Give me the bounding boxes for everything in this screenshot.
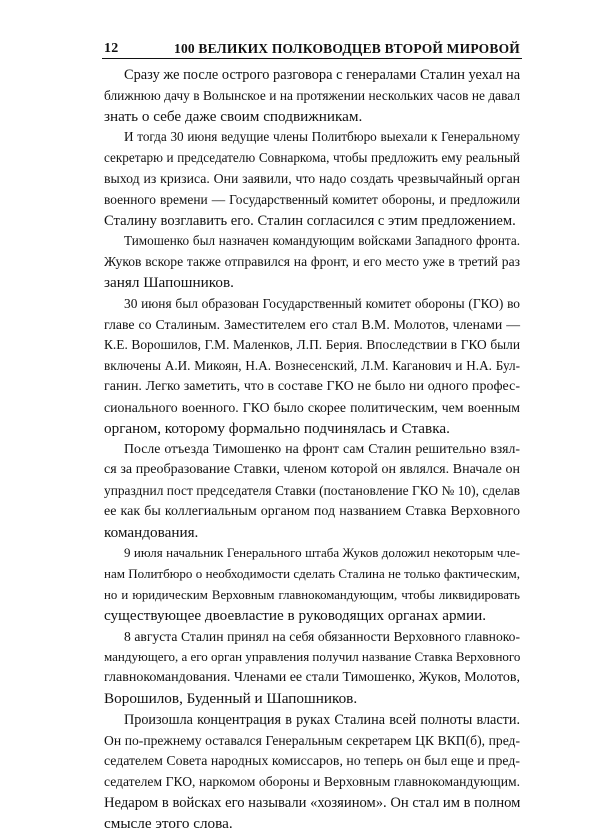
text-line: ганин. Легко заметить, что в составе ГКО не было ни одного профес- — [104, 378, 520, 394]
text-line: 9 июля начальник Генерального штаба Жуков доложил некоторым чле- — [124, 545, 520, 561]
text-line: После отъезда Тимошенко на фронт сам Сталин решительно взял- — [124, 441, 520, 457]
text-line: Произошла концентрация в руках Сталина всей полноты власти. — [124, 711, 520, 728]
text-line: ся за преобразование Ставки, членом которой он являлся. Вначале он — [104, 462, 520, 478]
text-line: Жуков вскоре также отправился на фронт, и его место уже в третий раз — [104, 254, 520, 270]
paragraph — [104, 231, 520, 293]
text-line: ее как бы коллегиальным органом под названием Ставка Верховного — [104, 503, 520, 519]
text-line: Он по-прежнему оставался Генеральным секретарем ЦК ВКП(б), пред- — [104, 732, 520, 748]
text-line: выход из кризиса. Они заявили, что надо создать чрезвычайный орган — [104, 170, 520, 186]
text-line: занял Шапошников. — [104, 273, 234, 291]
text-line: но и юридическим Верховным главнокомандующим, чтобы ликвидировать — [104, 587, 520, 602]
header-rule — [102, 58, 522, 59]
text-line: ближнюю дачу в Волынское и на протяжении нескольких часов не давал — [104, 87, 520, 103]
page-number: 12 — [104, 41, 119, 56]
paragraph — [104, 294, 520, 440]
body-text — [104, 65, 520, 834]
paragraph — [104, 65, 520, 127]
text-line: мандующего, а его орган управления получил название Ставка Верховного — [104, 649, 521, 665]
text-line: сионального военного. ГКО было скорее политическим, чем военным — [104, 399, 520, 415]
text-line: Сразу же после острого разговора с генералами Сталин уехал на — [124, 67, 521, 83]
text-line: включены А.И. Микоян, Н.А. Вознесенский, Л.М. Каганович и Н.А. Бул- — [104, 358, 520, 374]
text-line: упразднил пост председателя Ставки (постановление ГКО № 10), сделав — [104, 482, 520, 498]
text-line: знать о себе даже своим сподвижникам. — [104, 107, 363, 125]
text-line: 8 августа Сталин принял на себя обязанности Верховного главноко- — [124, 628, 520, 644]
text-line: И тогда 30 июня ведущие члены Политбюро выехали к Генеральному — [124, 129, 520, 145]
text-line: К.Е. Ворошилов, Г.М. Маленков, Л.П. Берия. Впоследствии в ГКО были — [104, 337, 520, 353]
running-title: 100 ВЕЛИКИХ ПОЛКОВОДЦЕВ ВТОРОЙ МИРОВОЙ — [174, 41, 520, 56]
text-line: военного времени — Государственный комитет обороны, и предложили — [104, 191, 520, 207]
text-line: нам Политбюро о необходимости сделать Сталина не только фактическим, — [104, 566, 520, 582]
paragraph — [104, 439, 520, 543]
text-line: Тимошенко был назначен командующим войсками Западного фронта. — [124, 233, 520, 249]
text-line: Ворошилов, Буденный и Шапошников. — [104, 689, 358, 707]
text-line: секретарю и председателю Совнаркома, чтобы предложить ему реальный — [104, 150, 520, 166]
text-line: органом, которому формально подчинялась и Ставка. — [104, 419, 450, 437]
text-line: седателем ГКО, наркомом обороны и Верховным главнокомандующим. — [104, 774, 520, 790]
paragraph — [104, 627, 520, 710]
text-line: 30 июня был образован Государственный комитет обороны (ГКО) во — [124, 295, 520, 311]
text-line: главе со Сталиным. Заместителем его стал В.М. Молотов, членами — — [104, 316, 520, 332]
paragraph — [104, 710, 520, 834]
paragraph — [104, 127, 520, 231]
text-line: Сталину возглавить его. Сталин согласился с этим предложением. — [104, 212, 516, 229]
text-line: смысле этого слова. — [104, 814, 233, 832]
paragraph — [104, 543, 520, 626]
text-line: главнокомандования. Членами ее стали Тимошенко, Жуков, Молотов, — [104, 670, 520, 686]
text-line: существующее двоевластие в руководящих органах армии. — [104, 606, 487, 624]
text-line: седателем Совета народных комиссаров, но теперь он был еще и пред- — [104, 753, 520, 769]
text-line: командования. — [104, 523, 199, 541]
running-header — [104, 37, 520, 57]
text-line: Недаром в войсках его называли «хозяином». Он стал им в полном — [104, 794, 521, 811]
